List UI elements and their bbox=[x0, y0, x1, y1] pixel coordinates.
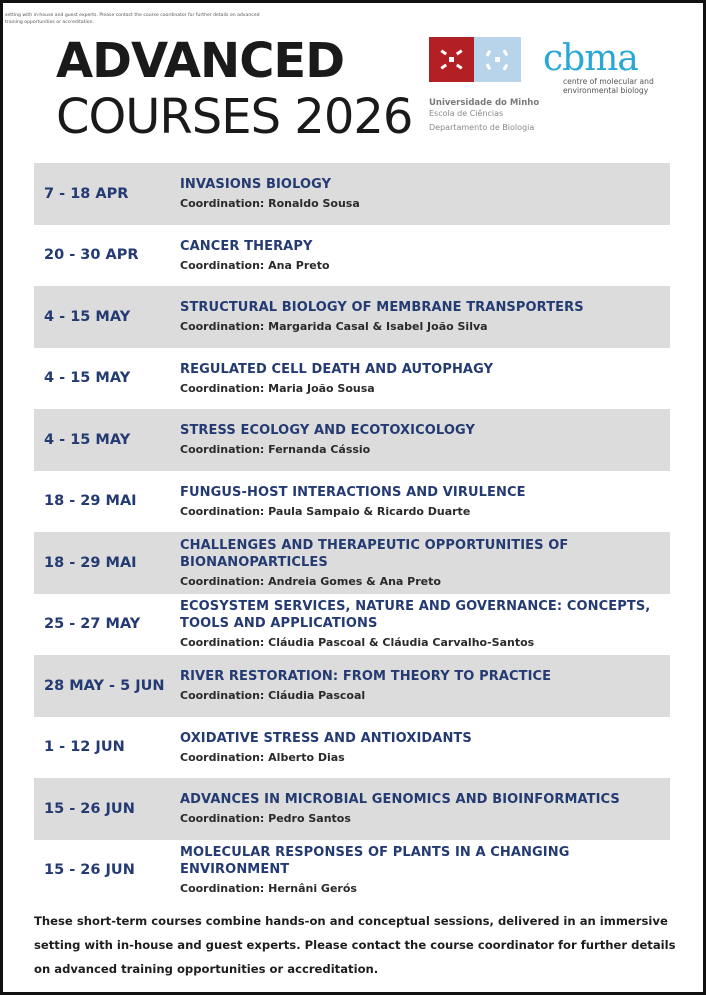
cbma-logo-block bbox=[543, 39, 673, 95]
course-info bbox=[180, 791, 670, 826]
uminho-name: Universidade do Minho bbox=[429, 98, 540, 108]
course-date: 18 - 29 MAI bbox=[44, 554, 137, 571]
course-info bbox=[180, 361, 670, 396]
course-coordination: Coordination: Andreia Gomes & Ana Preto bbox=[180, 574, 441, 588]
course-date: 25 - 27 MAY bbox=[44, 616, 141, 633]
course-info bbox=[180, 176, 670, 211]
course-coordination: Coordination: Pedro Santos bbox=[180, 812, 351, 826]
course-title: FUNGUS-HOST INTERACTIONS AND VIRULENCE bbox=[180, 484, 526, 500]
footer-note: These short-term courses combine hands-on and conceptual sessions, delivered in an immersive setting with in-house and guest experts. Please contact the course coordinator for further details on advanced training opportunities or accreditation. bbox=[34, 914, 676, 976]
cbma-subtitle bbox=[563, 77, 673, 95]
course-coordination: Coordination: Ronaldo Sousa bbox=[180, 197, 360, 211]
course-title: REGULATED CELL DEATH AND AUTOPHAGY bbox=[180, 361, 494, 377]
course-title: INVASIONS BIOLOGY bbox=[180, 177, 332, 193]
course-title: STRUCTURAL BIOLOGY OF MEMBRANE TRANSPORTERS bbox=[180, 300, 584, 316]
course-row bbox=[34, 655, 670, 717]
course-row bbox=[34, 778, 670, 840]
cbma-subtitle-line-1: centre of molecular and bbox=[563, 77, 654, 86]
course-info bbox=[180, 598, 670, 650]
course-coordination: Coordination: Fernanda Cássio bbox=[180, 443, 371, 457]
uminho-blue-square-icon bbox=[474, 37, 521, 82]
course-info bbox=[180, 484, 670, 519]
course-date: 4 - 15 MAY bbox=[44, 431, 131, 448]
course-row bbox=[34, 286, 670, 348]
course-info bbox=[180, 422, 670, 457]
title-line-2: COURSES 2026 bbox=[56, 89, 413, 145]
course-title: CANCER THERAPY bbox=[180, 238, 313, 254]
course-row bbox=[34, 471, 670, 533]
uminho-logo bbox=[429, 37, 539, 82]
course-info bbox=[180, 844, 670, 896]
course-date: 28 MAY - 5 JUN bbox=[44, 677, 165, 694]
course-row bbox=[34, 594, 670, 656]
course-title: RIVER RESTORATION: FROM THEORY TO PRACTICE bbox=[180, 669, 552, 685]
course-row bbox=[34, 840, 670, 902]
course-date: 7 - 18 APR bbox=[44, 185, 129, 202]
course-row bbox=[34, 409, 670, 471]
course-coordination: Coordination: Maria João Sousa bbox=[180, 381, 375, 395]
course-row bbox=[34, 717, 670, 779]
cbma-subtitle-line-2: environmental biology bbox=[563, 86, 649, 95]
course-date: 18 - 29 MAI bbox=[44, 493, 137, 510]
course-date: 4 - 15 MAY bbox=[44, 308, 131, 325]
course-date: 15 - 26 JUN bbox=[44, 800, 135, 817]
course-coordination: Coordination: Paula Sampaio & Ricardo Duarte bbox=[180, 504, 471, 518]
course-row bbox=[34, 348, 670, 410]
course-row bbox=[34, 225, 670, 287]
uminho-logo-block bbox=[429, 37, 539, 132]
course-info bbox=[180, 730, 670, 765]
course-date: 1 - 12 JUN bbox=[44, 739, 125, 756]
uminho-red-square-icon bbox=[429, 37, 474, 82]
course-coordination: Coordination: Cláudia Pascoal & Cláudia Carvalho-Santos bbox=[180, 636, 535, 650]
course-info bbox=[180, 537, 670, 589]
course-info bbox=[180, 299, 670, 334]
course-title: ECOSYSTEM SERVICES, NATURE AND GOVERNANCE: CONCEPTS, TOOLS AND APPLICATIONS bbox=[180, 599, 651, 632]
course-title: ADVANCES IN MICROBIAL GENOMICS AND BIOINFORMATICS bbox=[180, 792, 620, 808]
course-row bbox=[34, 163, 670, 225]
page-title bbox=[56, 33, 412, 145]
course-coordination: Coordination: Ana Preto bbox=[180, 258, 330, 272]
course-date: 4 - 15 MAY bbox=[44, 370, 131, 387]
course-info bbox=[180, 668, 670, 703]
course-coordination: Coordination: Alberto Dias bbox=[180, 750, 345, 764]
course-title: CHALLENGES AND THERAPEUTIC OPPORTUNITIES OF BIONANOPARTICLES bbox=[180, 537, 569, 570]
uminho-department: Departamento de Biologia bbox=[429, 123, 535, 132]
uminho-school: Escola de Ciências bbox=[429, 109, 504, 118]
title-line-1: ADVANCED bbox=[56, 33, 345, 89]
course-coordination: Coordination: Margarida Casal & Isabel João Silva bbox=[180, 320, 488, 334]
cbma-logo: cbma bbox=[543, 38, 638, 79]
course-info bbox=[180, 238, 670, 273]
course-title: MOLECULAR RESPONSES OF PLANTS IN A CHANGING ENVIRONMENT bbox=[180, 845, 570, 878]
course-date: 20 - 30 APR bbox=[44, 247, 139, 264]
course-row bbox=[34, 532, 670, 594]
course-title: STRESS ECOLOGY AND ECOTOXICOLOGY bbox=[180, 423, 475, 439]
course-list bbox=[34, 163, 670, 901]
course-coordination: Coordination: Cláudia Pascoal bbox=[180, 689, 366, 703]
course-coordination: Coordination: Hernâni Gerós bbox=[180, 882, 357, 896]
course-date: 15 - 26 JUN bbox=[44, 862, 135, 879]
course-title: OXIDATIVE STRESS AND ANTIOXIDANTS bbox=[180, 730, 472, 746]
tiny-header-text: setting with in-house and guest experts. Please contact the course coordinator for further details on advanced training opportunities or accreditation. bbox=[5, 13, 260, 25]
